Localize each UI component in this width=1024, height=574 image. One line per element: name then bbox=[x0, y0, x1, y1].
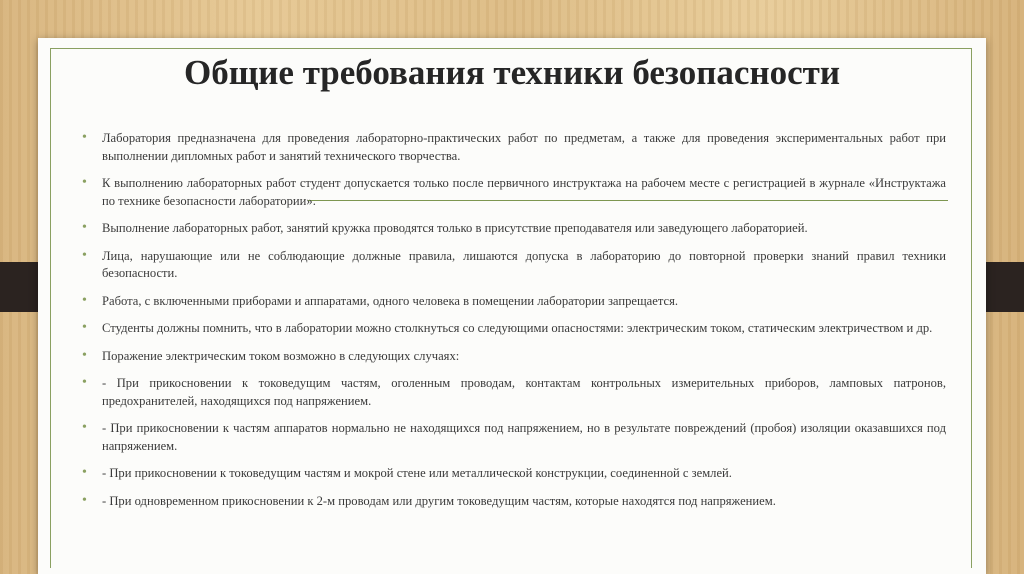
bullet-item bbox=[82, 220, 946, 238]
bullet-icon: • bbox=[82, 130, 87, 145]
bullet-text: - При прикосновении к частям аппаратов нормально не находящихся под напряжением, но в результате повреждений (пробоя) изоляции оказавшихся под напряжением. bbox=[102, 421, 946, 453]
bullet-icon: • bbox=[82, 220, 87, 235]
bullet-icon: • bbox=[82, 175, 87, 190]
bullet-item bbox=[82, 320, 946, 338]
bullet-item bbox=[82, 492, 946, 511]
bullet-item bbox=[82, 292, 946, 311]
bullet-text: К выполнению лабораторных работ студент допускается только после первичного инструктажа на рабочем месте с регистрацией в журнале «Инструктажа по технике безопасности лаборатории». bbox=[102, 176, 946, 208]
bullet-text: Поражение электрическим током возможно в следующих случаях: bbox=[102, 348, 460, 363]
bullet-text: Студенты должны помнить, что в лаборатории можно столкнуться со следующими опасностями: электрическим током, статическим электричеством и др. bbox=[102, 321, 933, 335]
bullet-icon: • bbox=[82, 465, 87, 480]
bullet-icon: • bbox=[82, 492, 87, 508]
bullet-text: Лица, нарушающие или не соблюдающие должные правила, лишаются допуска в лабораторию до повторной проверки знаний правил техники безопасности. bbox=[102, 248, 946, 280]
bullet-list bbox=[82, 130, 946, 520]
bullet-item bbox=[82, 247, 946, 283]
bullet-text: Работа, с включенными приборами и аппаратами, одного человека в помещении лаборатории запрещается. bbox=[102, 293, 679, 308]
bullet-text: - При прикосновении к токоведущим частям и мокрой стене или металлической конструкции, соединенной с землей. bbox=[102, 466, 732, 480]
bullet-text: - При одновременном прикосновении к 2-м проводам или другим токоведущим частям, которые находятся под напряжением. bbox=[102, 493, 776, 508]
bullet-item bbox=[82, 375, 946, 410]
bullet-item bbox=[82, 420, 946, 455]
bullet-icon: • bbox=[82, 247, 87, 263]
bullet-item bbox=[82, 130, 946, 165]
bullet-text: Выполнение лабораторных работ, занятий кружка проводятся только в присутствие преподавателя или заведующего лабораторией. bbox=[102, 221, 808, 235]
bullet-icon: • bbox=[82, 375, 87, 390]
bullet-item bbox=[82, 465, 946, 483]
bullet-icon: • bbox=[82, 320, 87, 335]
bullet-text: Лаборатория предназначена для проведения лабораторно-практических работ по предметам, а также для проведения экспериментальных работ при выполнении дипломных работ и занятий технического творчества. bbox=[102, 131, 946, 163]
bullet-item bbox=[82, 175, 946, 210]
bullet-item bbox=[82, 347, 946, 366]
bullet-icon: • bbox=[82, 292, 87, 308]
slide-title: Общие требования техники безопасности bbox=[183, 53, 841, 92]
bullet-icon: • bbox=[82, 420, 87, 435]
bullet-icon: • bbox=[82, 347, 87, 363]
slide-card bbox=[38, 38, 986, 574]
bullet-text: - При прикосновении к токоведущим частям, оголенным проводам, контактам контрольных измерительных приборов, ламповых патронов, предохранителей, находящихся под напряжением. bbox=[102, 376, 946, 408]
